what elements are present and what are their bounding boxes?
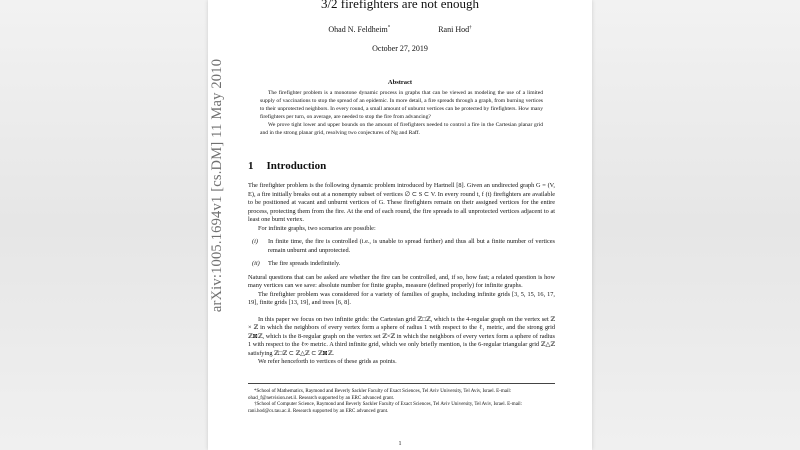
abstract-paragraph: We prove tight lower and upper bounds on the amount of firefighters needed to control a fire in the Cartesian planar grid and in the strong planar grid, resolving two conjectures of Ng and Raff. bbox=[260, 122, 543, 137]
list-item bbox=[252, 260, 555, 269]
section-number: 1 bbox=[248, 160, 254, 172]
list-item-label: (ii) bbox=[252, 260, 260, 267]
footnote: †School of Computer Science, Raymond and Beverly Sackler Faculty of Exact Sciences, Tel Aviv University, Tel Aviv, Israel. E-mail: rani.hod@cs.tau.ac.il. Research supported by an ERC advanced grant. bbox=[248, 402, 523, 414]
viewer-background-left bbox=[0, 0, 208, 450]
body-paragraph: Natural questions that can be asked are whether the fire can be controlled, and, if so, how fast; a related question is how many vertices can we save: absolute number for finite graphs, measure (defined properly) for infinite graphs. bbox=[248, 273, 555, 289]
footnote: *School of Mathematics, Raymond and Beverly Sackler Faculty of Exact Sciences, Tel Aviv University, Tel Aviv, Israel. E-mail: ohad_f@netvision.net.il. Research supported by an ERC advanced grant. bbox=[248, 389, 512, 401]
introduction-body bbox=[248, 182, 555, 367]
page-number: 1 bbox=[398, 441, 402, 447]
abstract-paragraph: The firefighter problem is a monotone dynamic process in graphs that can be viewed as modeling the use of a limited supply of vaccinations to stop the spread of an epidemic. In more detail, a fire spreads through a graph, from burning vertices to their unprotected neighbors. In every round, a small amount of unburnt vertices can be protected by firefighters. How many firefighters per turn, on average, are needed to stop the fire from advancing? bbox=[260, 90, 543, 121]
body-paragraph: The firefighter problem was considered for a variety of families of graphs, including infinite grids [3, 5, 15, 16, 17, 19], finite grids [13, 19], and trees [6, 8]. bbox=[248, 290, 555, 306]
paper-date: October 27, 2019 bbox=[372, 44, 428, 53]
list-item-label: (i) bbox=[252, 238, 258, 245]
footnotes bbox=[248, 383, 555, 415]
document-page bbox=[208, 0, 592, 450]
list-item-text: In finite time, the fire is controlled (i.e., is unable to spread further) and thus all but a finite number of vertices remain unburnt and unprotected. bbox=[268, 238, 555, 254]
list-item-text: The fire spreads indefinitely. bbox=[268, 260, 341, 267]
abstract-heading: Abstract bbox=[387, 79, 413, 86]
list-item bbox=[252, 238, 555, 255]
viewer-background-right bbox=[592, 0, 800, 450]
section-title: Introduction bbox=[266, 160, 327, 172]
body-paragraph: For infinite graphs, two scenarios are possible: bbox=[258, 224, 376, 232]
body-paragraph: In this paper we focus on two infinite grids: the Cartesian grid ℤ□ℤ, which is the 4-regular graph on the vertex set ℤ × ℤ in which the neighbors of every vertex form a sphere of radius 1 with respect to the ℓ₁ metric, and the strong grid ℤ⊠ℤ, which is the 8-regular graph on the vertex set ℤ×ℤ in which the neighbors of every vertex form a sphere of radius 1 with respect to the ℓ∞ metric. A third infinite grid, which we only briefly mention, is the 6-regular triangular grid ℤ△ℤ satisfying ℤ□ℤ ⊂ ℤ△ℤ ⊂ ℤ⊠ℤ. bbox=[248, 315, 555, 357]
section-heading bbox=[248, 160, 326, 172]
arxiv-identifier-stamp: arXiv:1005.1694v1 [cs.DM] 11 May 2010 bbox=[209, 58, 226, 312]
abstract-body bbox=[260, 89, 543, 137]
body-paragraph: We refer henceforth to vertices of these grids as points. bbox=[258, 358, 397, 365]
author-list bbox=[208, 25, 592, 34]
author-1: Ohad N. Feldheim* bbox=[328, 25, 391, 34]
author-2: Rani Hod† bbox=[438, 25, 472, 34]
paper-title: 3/2 firefighters are not enough bbox=[320, 0, 480, 11]
body-paragraph: The firefighter problem is the following dynamic problem introduced by Hartnell [8]. Given an undirected graph G = (V, E), a fire initially breaks out at a nonempty subset of vertices ∅ ⊂ S ⊂ V. In every round t, f (t) firefighters are available to be positioned at vacant and unburnt vertices of G. These firefighters remain on their assigned vertices for the entire process, protecting them from the fire. At the end of each round, the fire spreads to all unprotected vertices adjacent to at least one burnt vertex. bbox=[248, 182, 555, 223]
